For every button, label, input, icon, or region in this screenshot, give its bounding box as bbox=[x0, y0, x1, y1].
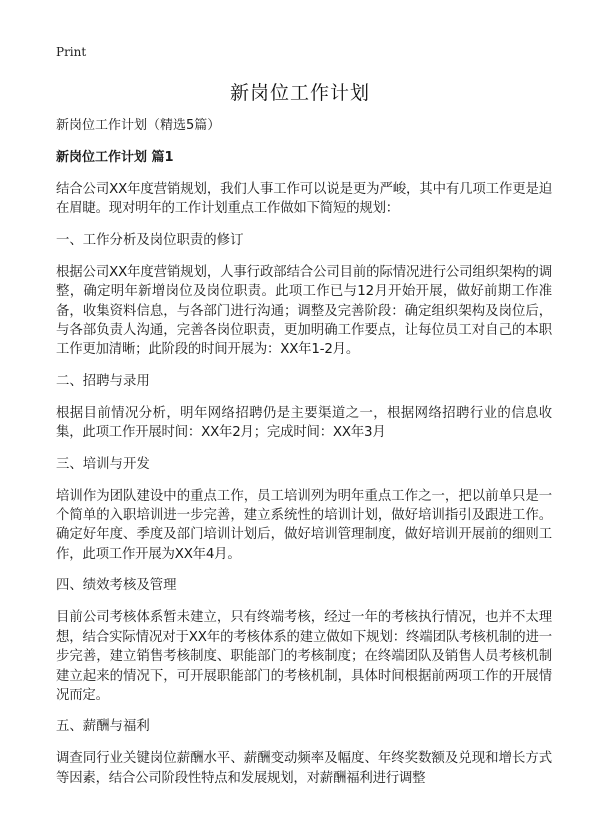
paragraph-training: 培训作为团队建设中的重点工作，员工培训列为明年重点工作之一，把以前单只是一个简单的入职培训进一步完善，建立系统性的培训计划，做好培训指引及跟进工作。确定好年度、季度及部门培训计划后，做好培训管理制度，做好培训开展前的细则工作，此项工作开展为XX年4月。 bbox=[56, 488, 552, 562]
page-title: 新岗位工作计划 bbox=[229, 82, 370, 104]
print-link[interactable]: Print bbox=[56, 45, 87, 59]
section-title: 新岗位工作计划 篇1 bbox=[56, 150, 174, 165]
heading-job-analysis: 一、工作分析及岗位职责的修订 bbox=[56, 232, 244, 248]
heading-compensation: 五、薪酬与福利 bbox=[56, 719, 150, 735]
heading-performance: 四、绩效考核及管理 bbox=[56, 578, 177, 594]
paragraph-compensation: 调查同行业关键岗位薪酬水平、薪酬变动频率及幅度、年终奖数额及兑现和增长方式等因素，结合公司阶段性特点和发展规划，对薪酬福利进行调整 bbox=[56, 751, 552, 786]
document-body bbox=[56, 116, 552, 800]
heading-recruitment: 二、招聘与录用 bbox=[56, 373, 150, 389]
heading-training: 三、培训与开发 bbox=[56, 456, 150, 472]
paragraph-performance: 目前公司考核体系暂未建立，只有终端考核，经过一年的考核执行情况，也并不太理想，结合实际情况对于XX年的考核体系的建立做如下规划：终端团队考核机制的进一步完善，建立销售考核制度、职能部门的考核制度；在终端团队及销售人员考核机制建立起来的情况下，可开展职能部门的考核机制，具体时间根据前两项工作的开展情况而定。 bbox=[56, 610, 552, 703]
document-subtitle: 新岗位工作计划（精选5篇） bbox=[56, 118, 221, 133]
paragraph-job-analysis: 根据公司XX年度营销规划，人事行政部结合公司目前的际情况进行公司组织架构的调整，确定明年新增岗位及岗位职责。此项工作已与12月开始开展，做好前期工作准备，收集资料信息，与各部门进行沟通；调整及完善阶段：确定组织架构及岗位后，与各部负责人沟通，完善各岗位职责，更加明确工作要点，让每位员工对自己的本职工作更加清晰；此阶段的时间开展为：XX年1-2月。 bbox=[56, 264, 552, 358]
intro-paragraph: 结合公司XX年度营销规划，我们人事工作可以说是更为严峻，其中有几项工作更是迫在眉睫。现对明年的工作计划重点工作做如下简短的规划： bbox=[56, 182, 552, 217]
paragraph-recruitment: 根据目前情况分析，明年网络招聘仍是主要渠道之一，根据网络招聘行业的信息收集，此项工作开展时间：XX年2月；完成时间：XX年3月 bbox=[56, 405, 552, 441]
